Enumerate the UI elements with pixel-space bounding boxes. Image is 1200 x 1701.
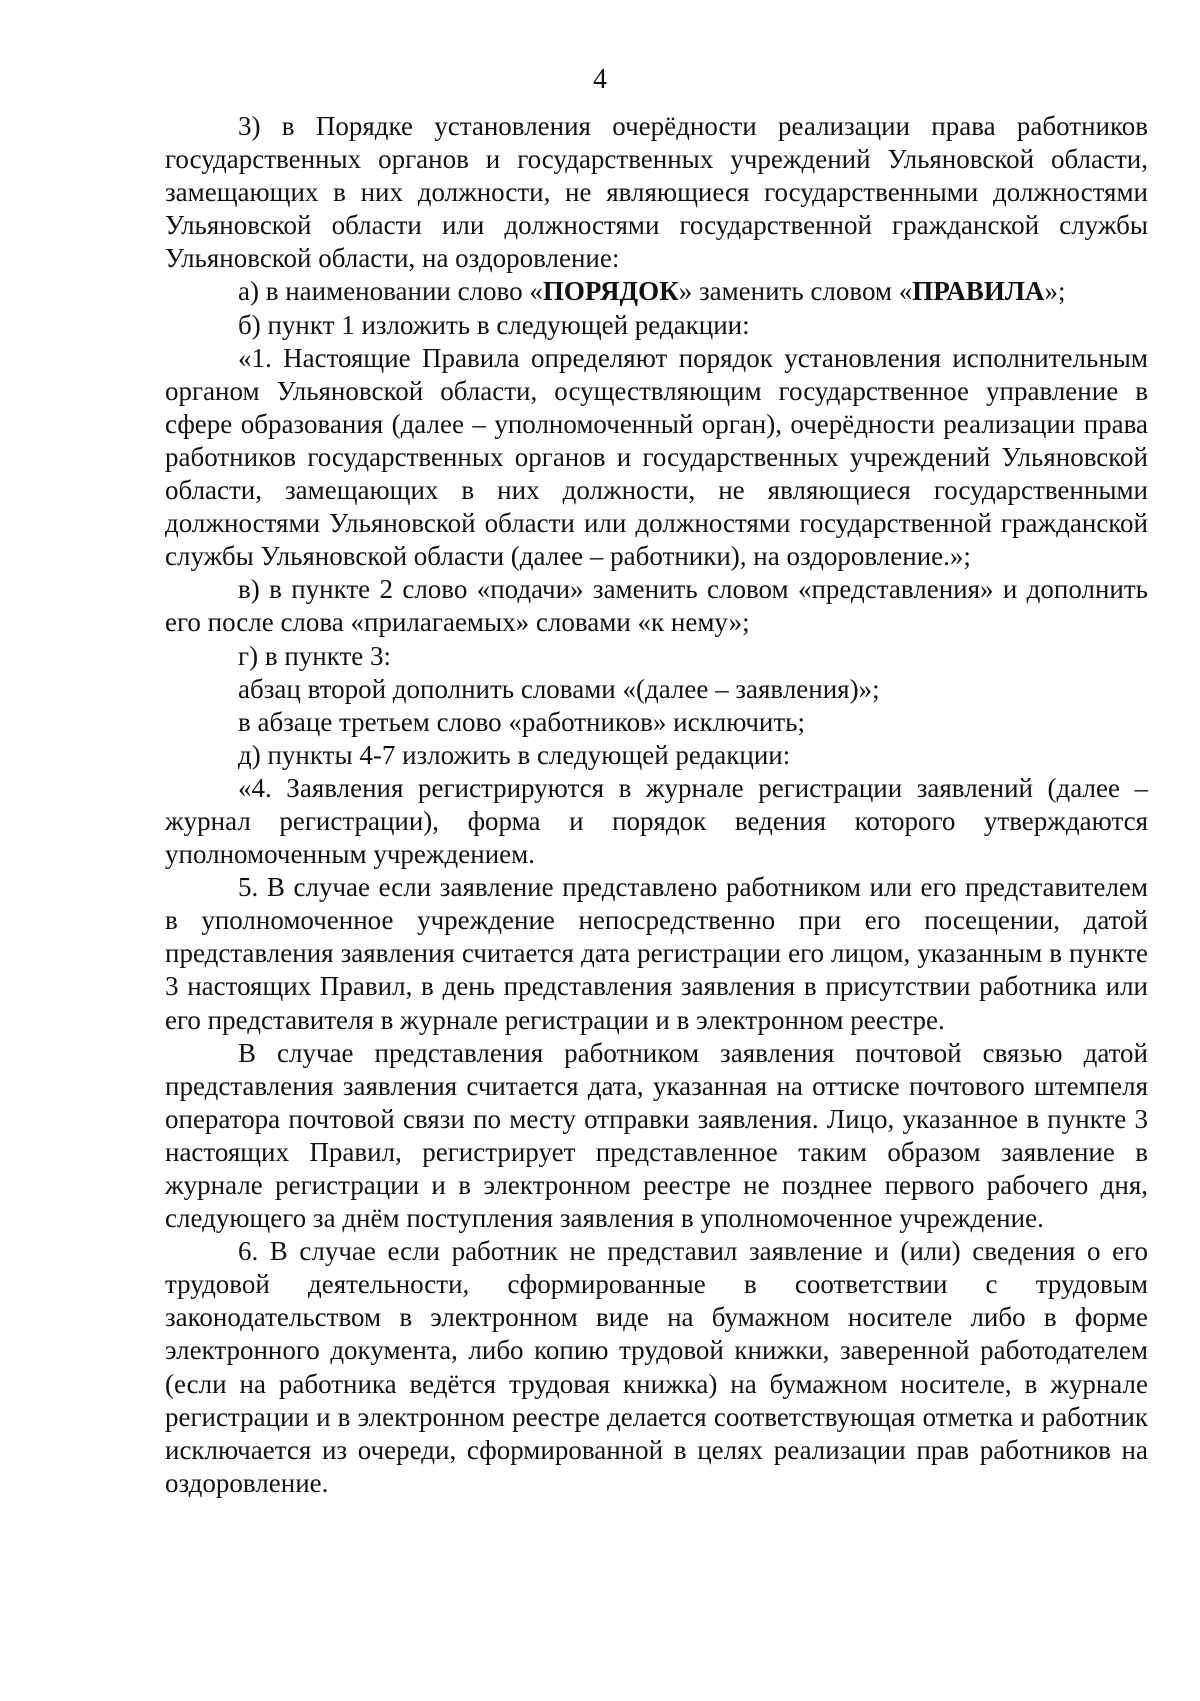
- paragraph-v: в) в пункте 2 слово «подачи» заменить словом «представления» и дополнить его после слова «прилагаемых» словами «к нему»;: [165, 574, 1148, 638]
- page-number: 4: [593, 64, 607, 95]
- paragraph-b: б) пункт 1 изложить в следующей редакции:: [238, 309, 750, 340]
- paragraph-g-abzac-3: в абзаце третьем слово «работников» исключить;: [238, 706, 805, 737]
- paragraph-rule-5-mail: В случае представления работником заявления почтовой связью датой представления заявления считается дата, указанная на оттиске почтового штемпеля оператора почтовой связи по месту отправки заявления. Лицо, указанное в пункте 3 настоящих Правил, регистрирует представленное таким образом заявление в журнале регистрации и в электронном реестре не позднее первого рабочего дня, следующего за днём поступления заявления в уполномоченное учреждение.: [165, 1037, 1148, 1234]
- paragraph-3-intro: 3) в Порядке установления очерёдности реализации права работников государственных органов и государственных учреждений Ульяновской области, замещающих в них должности, не являющиеся государственными должностями Ульяновской области или должностями государственной гражданской службы Ульяновской области, на оздоровление:: [165, 111, 1148, 274]
- bold-word-pravila: ПРАВИЛА: [912, 276, 1045, 307]
- paragraph-rule-1: «1. Настоящие Правила определяют порядок установления исполнительным органом Ульяновской области, осуществляющим государственное управление в сфере образования (далее – уполномоченный орган), очерёдности реализации права работников государственных органов и государственных учреждений Ульяновской области, замещающих в них должности, не являющиеся государственными должностями Ульяновской области или должностями государственной гражданской службы Ульяновской области (далее – работники), на оздоровление.»;: [165, 342, 1148, 572]
- paragraph-rule-6: 6. В случае если работник не представил заявление и (или) сведения о его трудовой деятельности, сформированные в соответствии с трудовым законодательством в электронном виде на бумажном носителе либо в форме электронного документа, либо копию трудовой книжки, заверенной работодателем (если на работника ведётся трудовая книжка) на бумажном носителе, в журнале регистрации и в электронном реестре делается соответствующая отметка и работник исключается из очереди, сформированной в целях реализации прав работников на оздоровление.: [165, 1236, 1148, 1498]
- paragraph-d: д) пункты 4-7 изложить в следующей редакции:: [238, 739, 791, 770]
- paragraph-rule-4: «4. Заявления регистрируются в журнале регистрации заявлений (далее – журнал регистрации), форма и порядок ведения которого утверждаются уполномоченным учреждением.: [165, 772, 1148, 870]
- bold-word-poryadok: ПОРЯДОК: [542, 276, 679, 307]
- paragraph-rule-5: 5. В случае если заявление представлено работником или его представителем в уполномоченное учреждение непосредственно при его посещении, датой представления заявления считается дата регистрации его лицом, указанным в пункте 3 настоящих Правил, в день представления заявления в присутствии работника или его представителя в журнале регистрации и в электронном реестре.: [165, 872, 1148, 1035]
- document-body: [165, 110, 1148, 1500]
- paragraph-a-text-middle: » заменить словом «: [678, 276, 913, 307]
- paragraph-a-text-end: »;: [1044, 276, 1066, 307]
- paragraph-a-name-change: [165, 275, 1148, 308]
- paragraph-g: г) в пункте 3:: [238, 640, 392, 671]
- paragraph-g-abzac-2: абзац второй дополнить словами «(далее – заявления)»;: [238, 673, 880, 704]
- paragraph-a-text-start: а) в наименовании слово «: [238, 276, 543, 307]
